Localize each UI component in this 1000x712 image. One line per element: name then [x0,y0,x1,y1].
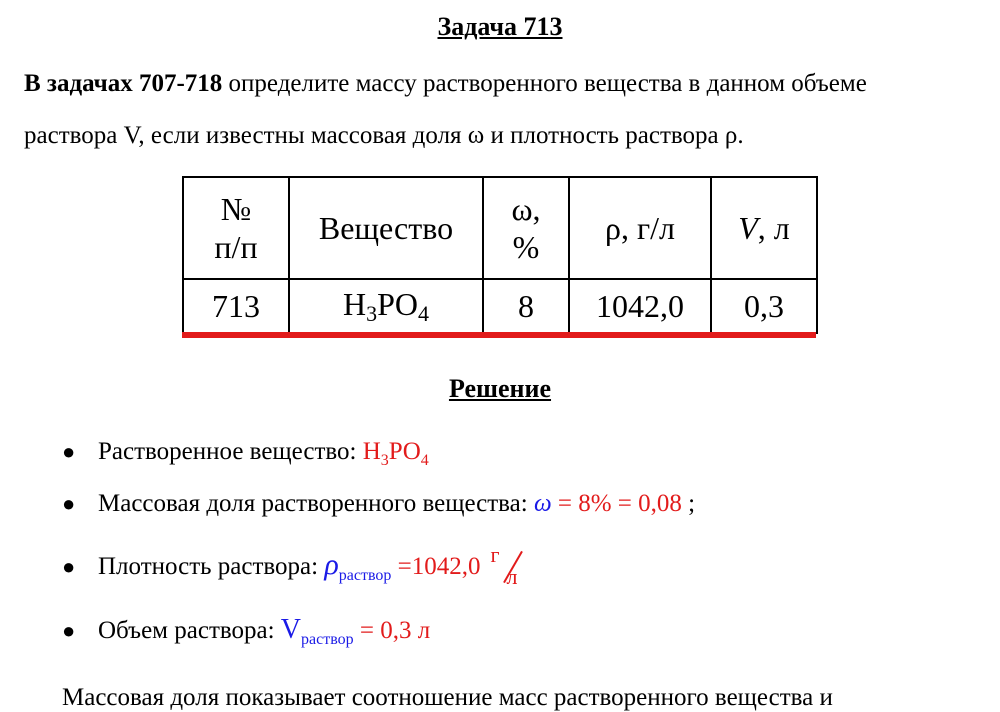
bullet-substance: ● Растворенное вещество: $H_3PO_4$ [62,438,429,469]
table-header-row [183,177,817,279]
data-table [182,176,818,334]
rho-symbol: ρ [324,548,339,581]
explanation-text: Массовая доля показывает соотношение масс растворенного вещества и [62,684,833,711]
problem-statement [24,58,984,162]
cell-rho: 1042,0 [569,279,711,333]
bullet-icon: ● [62,439,76,464]
omega-value: = 8% = 0,08 [551,490,682,517]
cell-omega: 8 [483,279,569,333]
statement-line1: определите массу растворенного вещества в данном объеме [222,70,867,97]
rho-value: =1042,0 [391,553,481,580]
volume-value: = 0,3 л [353,617,431,644]
header-rho: ρ, г/л [569,177,711,279]
header-omega: ω, % [483,177,569,279]
bullet-icon: ● [62,554,76,579]
bullet-icon: ● [62,618,76,643]
bullet-icon: ● [62,491,76,516]
problem-title: Задача 713 [437,12,563,41]
density-unit: г л [489,548,529,588]
substance-formula: $H_3PO_4$ [362,438,429,469]
table-row [183,279,817,333]
cell-volume: 0,3 [711,279,817,333]
problem-range: В задачах 707-718 [24,70,223,97]
solution-title: Решение [448,374,552,403]
cell-substance: $H_3PO_4$ [289,279,483,333]
red-underline [182,332,816,338]
omega-symbol: ω [533,490,552,517]
volume-symbol: V [280,614,302,645]
bullet-mass-fraction: ● Массовая доля растворенного вещества: ω = 8% = 0,08 ; [62,490,696,517]
cell-num: 713 [183,279,289,333]
bullet-density: ● Плотность раствора: $\rho_{раствор} =1042,0$ г л [62,548,529,588]
statement-line2: раствора V, если известны массовая доля ω и плотность раствора ρ. [24,122,744,149]
bullet-volume: ● Объем раствора: $V_{раствор} = 0,3$ л [62,614,431,648]
header-num: № п/п [183,177,289,279]
header-volume: V, л [711,177,817,279]
header-substance: Вещество [289,177,483,279]
